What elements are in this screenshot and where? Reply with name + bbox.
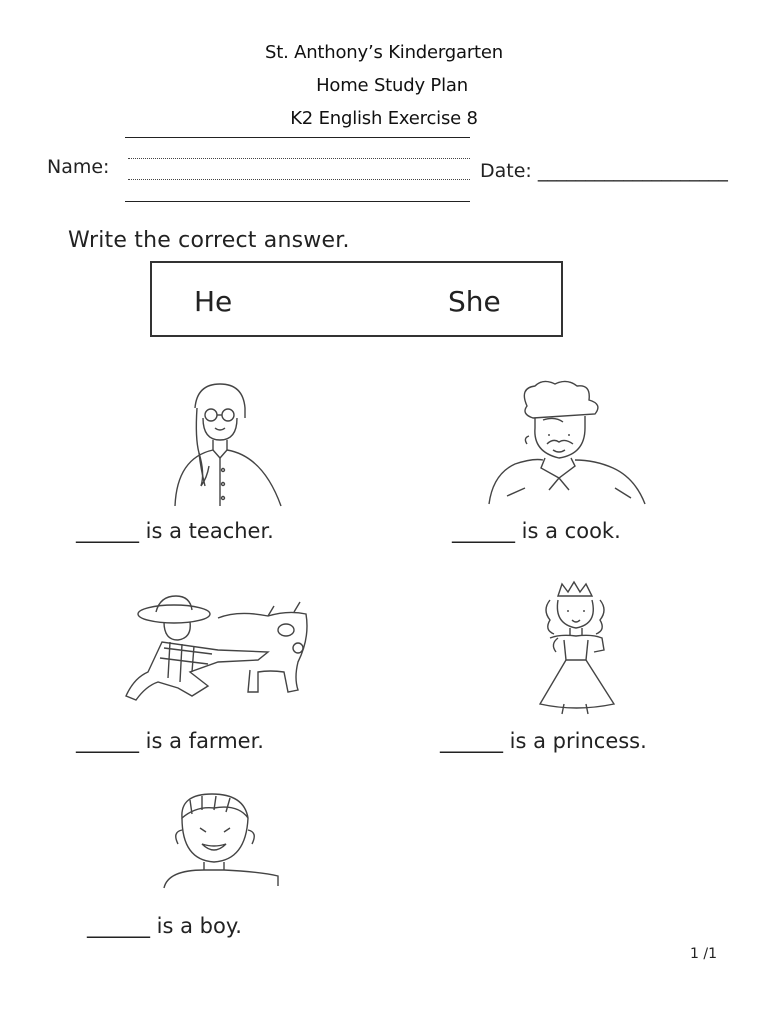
sentence-farmer[interactable]: ______ is a farmer.: [76, 729, 264, 753]
teacher-picture: [165, 378, 285, 508]
name-line-2[interactable]: [128, 179, 470, 180]
word-bank-box: [150, 261, 563, 337]
sentence-teacher[interactable]: ______ is a teacher.: [76, 519, 274, 543]
instruction-text: Write the correct answer.: [68, 228, 350, 253]
sentence-princess[interactable]: ______ is a princess.: [440, 729, 647, 753]
plan-title: Home Study Plan: [316, 75, 468, 96]
date-field[interactable]: Date: ____________________: [480, 160, 728, 182]
divider-line-bottom: [125, 201, 470, 202]
sentence-boy[interactable]: ______ is a boy.: [87, 914, 242, 938]
page-number: 1 /1: [690, 946, 717, 962]
divider-line: [125, 137, 470, 138]
boy-picture: [162, 790, 282, 890]
word-he: He: [194, 285, 233, 318]
name-label: Name:: [47, 156, 110, 178]
princess-picture: [530, 580, 625, 720]
name-line-1[interactable]: [128, 158, 470, 159]
sentence-cook[interactable]: ______ is a cook.: [452, 519, 621, 543]
cook-picture: [485, 378, 650, 510]
exercise-title: K2 English Exercise 8: [290, 108, 478, 129]
farmer-picture: [118, 592, 313, 710]
school-name: St. Anthony’s Kindergarten: [264, 42, 503, 63]
word-she: She: [448, 285, 501, 318]
